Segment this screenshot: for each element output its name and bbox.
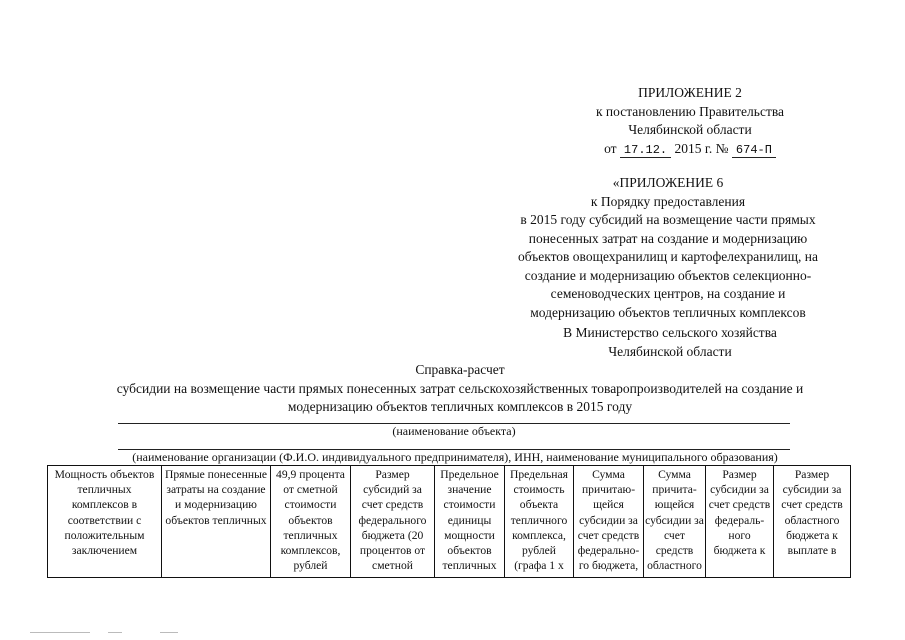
table-header-cell: Сумма причитаю-щейся субсидии за счет средств федерально-го бюджета, <box>574 466 644 578</box>
appendix-6-line: создание и модернизацию объектов селекционно- <box>524 267 812 283</box>
spravka-subtitle-line-1: субсидии на возмещение части прямых понесенных затрат сельскохозяйственных товаропроизводителей на создание и <box>116 380 804 396</box>
table-header-cell: Прямые понесенные затраты на создание и модернизацию объектов тепличных <box>162 466 271 578</box>
spravka-subtitle-line-2: модернизацию объектов тепличных комплексов в 2015 году <box>287 399 633 414</box>
date-prefix: от <box>604 140 617 156</box>
appendix-6-line: понесенных затрат на создание и модернизацию <box>528 230 808 246</box>
addressee-ministry: В Министерство сельского хозяйства <box>563 325 777 340</box>
table-header-row <box>48 466 851 578</box>
table-header-cell: Размер субсидии за счет средств областного бюджета к выплате в <box>774 466 851 578</box>
object-name-caption: (наименование объекта) <box>392 424 516 438</box>
calculation-table <box>47 465 851 578</box>
addressee <box>510 324 830 361</box>
document-title <box>40 361 880 417</box>
appendix-6-line: в 2015 году субсидий на возмещение части прямых <box>520 212 816 227</box>
organization-name-caption: (наименование организации (Ф.И.О. индивидуального предпринимателя), ИНН, наименование муниципального образования) <box>132 450 778 464</box>
table-header-cell: Предельная стоимость объекта тепличного комплекса, рублей (графа 1 х <box>505 466 574 578</box>
appendix-2-resolution: к постановлению Правительства <box>595 103 785 119</box>
spravka-title: Справка-расчет <box>415 362 505 377</box>
appendix-6-line: модернизацию объектов тепличных комплексов <box>530 304 806 320</box>
date-value: 17.12. <box>620 143 671 158</box>
scan-artifacts <box>0 632 905 634</box>
appendix-6-line: к Порядку предоставления <box>590 193 746 209</box>
appendix-2-header <box>540 84 840 159</box>
table-header-cell: Размер субсидии за счет средств федераль-ного бюджета к <box>706 466 774 578</box>
appendix-6-header <box>478 174 858 322</box>
table-header-cell: Мощность объектов тепличных комплексов в соответствии с положительным заключением <box>48 466 162 578</box>
resolution-number: 674-П <box>732 143 776 158</box>
table-header-cell: Сумма причита-ющейся субсидии за счет средств областного <box>644 466 706 578</box>
appendix-2-title: ПРИЛОЖЕНИЕ 2 <box>638 85 742 100</box>
appendix-6-line: семеноводческих центров, на создание и <box>550 286 786 301</box>
appendix-6-line: объектов овощехранилищ и картофелехранилищ, на <box>517 249 819 264</box>
appendix-2-date-line <box>540 140 840 160</box>
addressee-region: Челябинской области <box>608 343 732 359</box>
appendix-2-region: Челябинской области <box>628 122 752 137</box>
table-header-cell: 49,9 процента от сметной стоимости объектов тепличных комплексов, рублей <box>271 466 351 578</box>
appendix-6-line: «ПРИЛОЖЕНИЕ 6 <box>612 175 724 190</box>
date-year: 2015 г. № <box>674 140 729 156</box>
table-header-cell: Предельное значение стоимости единицы мощности объектов тепличных <box>435 466 505 578</box>
table-header-cell: Размер субсидий за счет средств федерального бюджета (20 процентов от сметной <box>351 466 435 578</box>
